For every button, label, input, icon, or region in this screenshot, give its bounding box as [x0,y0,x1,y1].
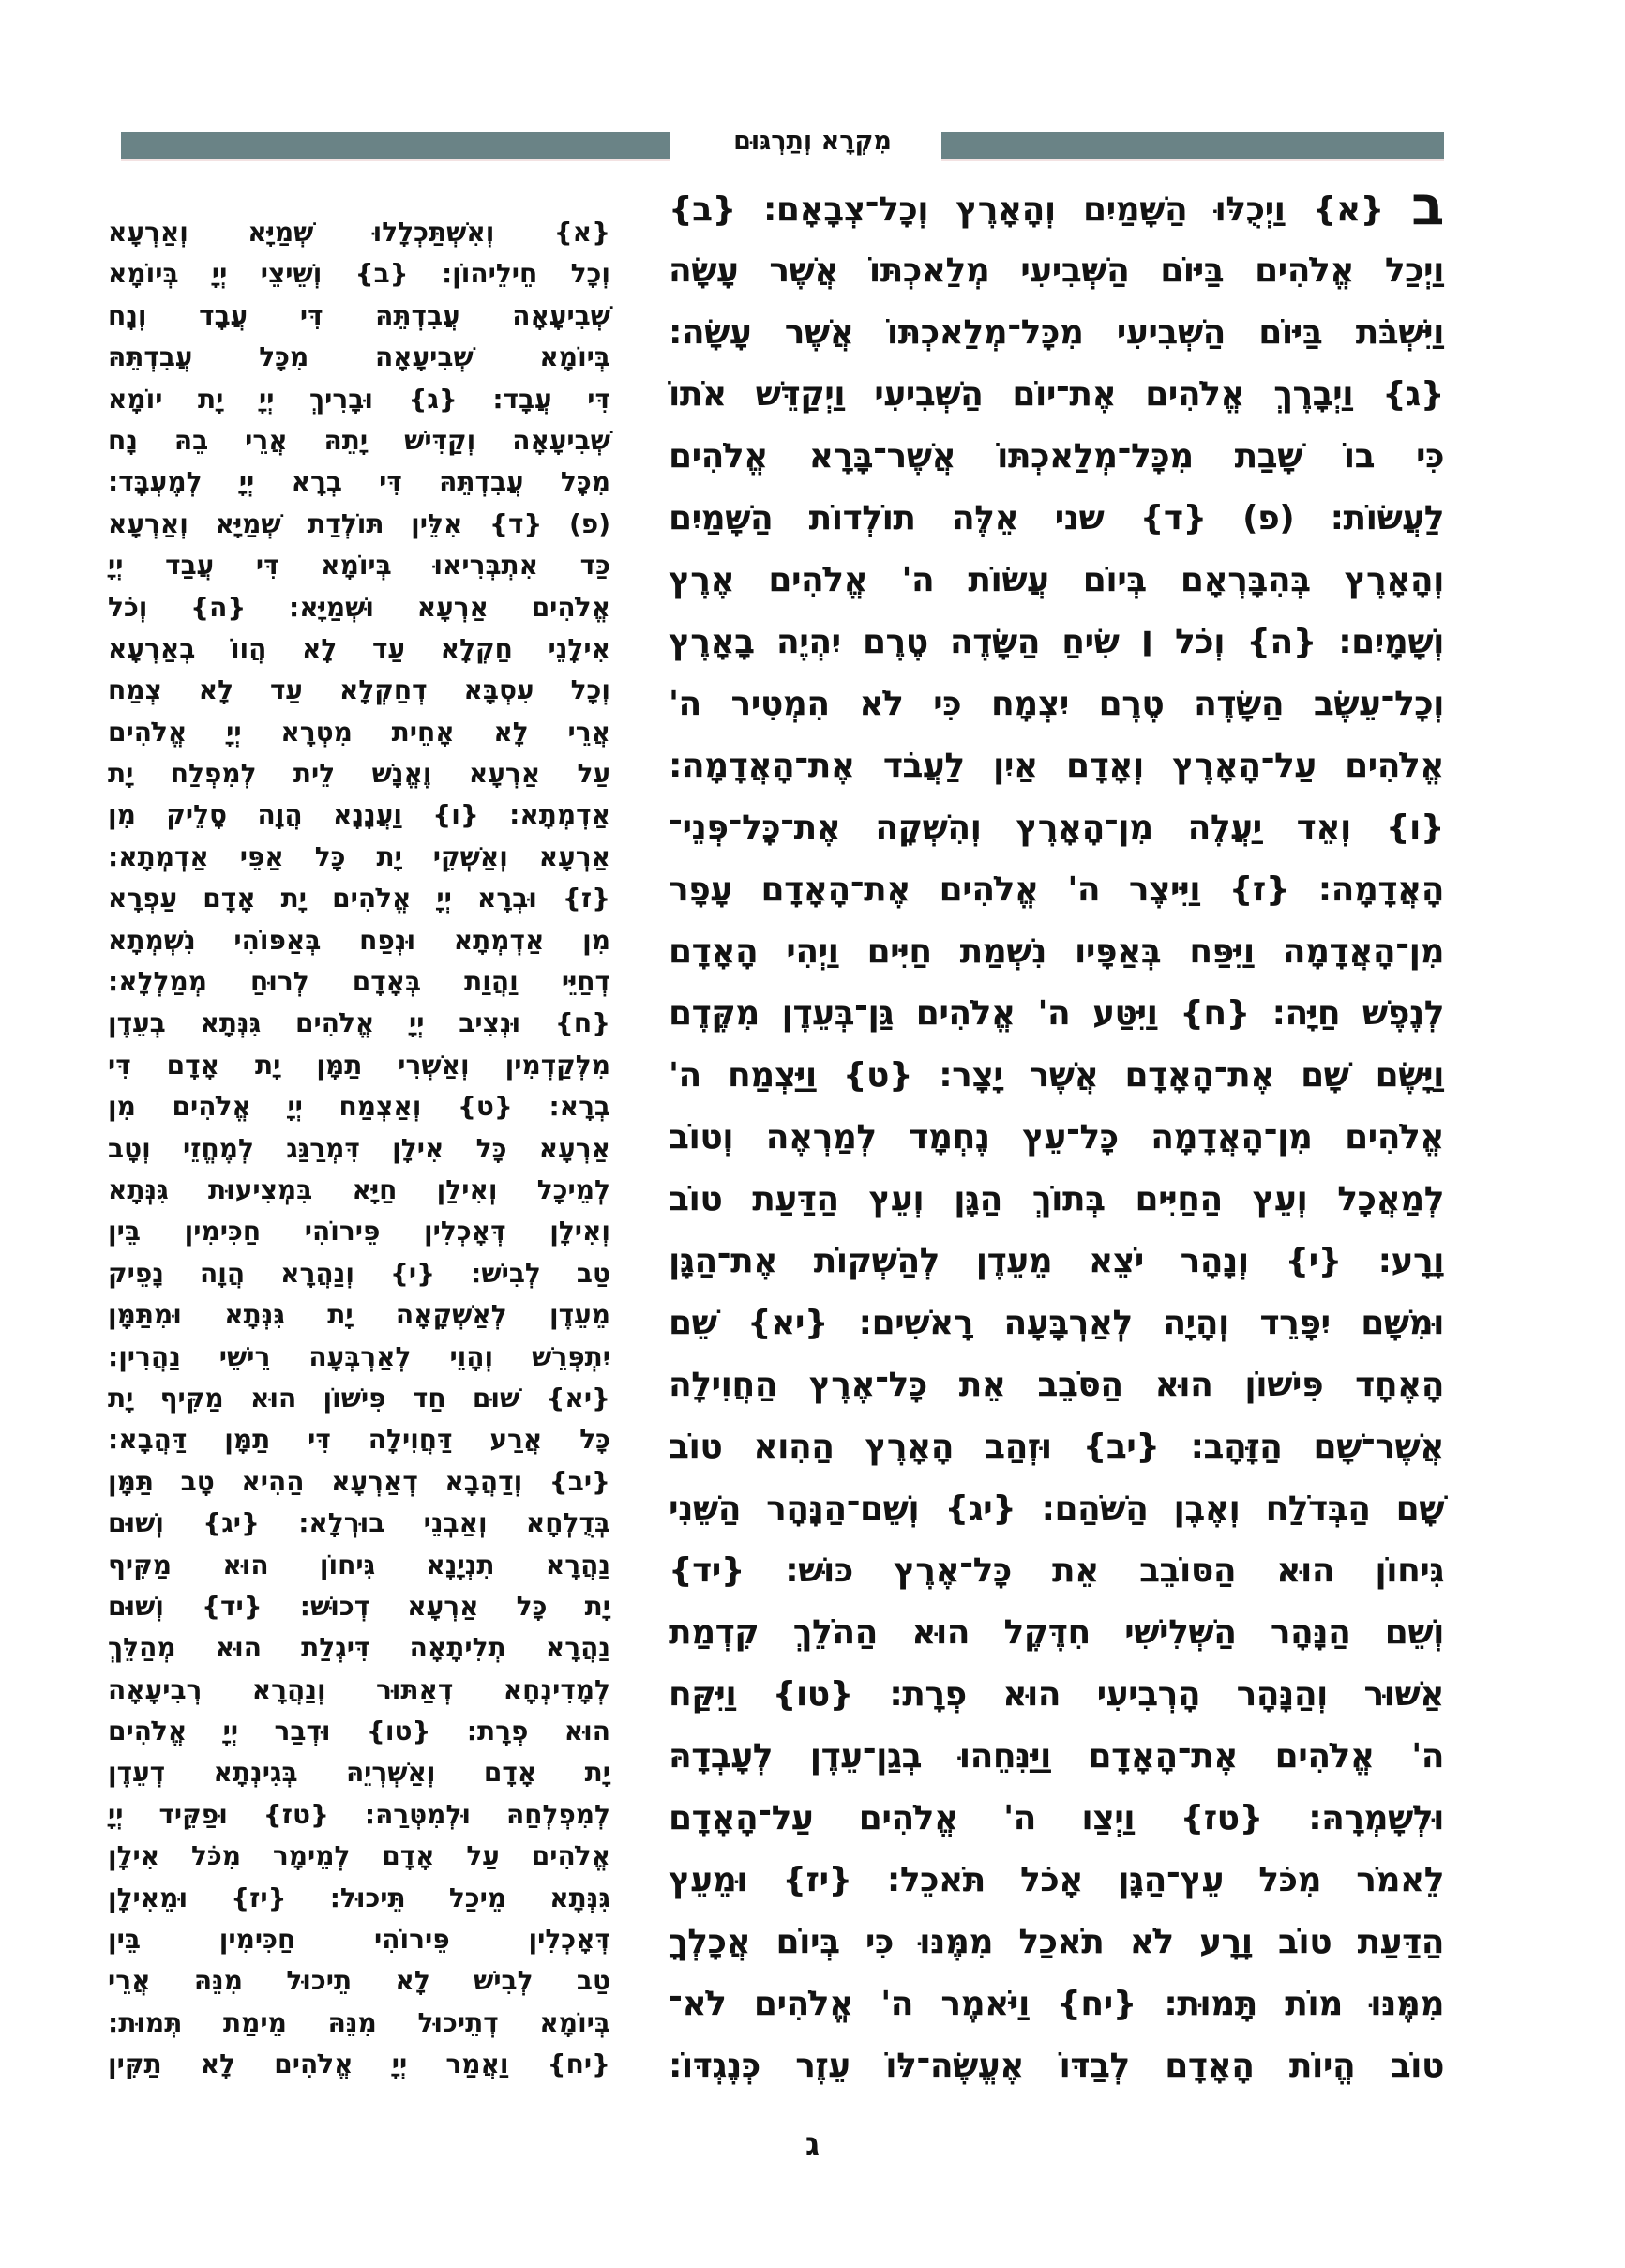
targum-line: אִילָנֵי חַקְלָא עַד לָא הֲווֹ בְאַרְעָא [108,632,610,664]
targum-line: דְּאָכְלִין פֵּירוֹהִי חַכִּימִין בֵּין [108,1924,610,1956]
targum-line: אַדְמְתָא: {ו} וַעֲנָנָא הֲוָה סָלֵיק מִן [108,799,610,831]
targum-line: לְמָדִינְחָא דְאַתּוּר וְנַהֲרָא רְבִיעָאָה [108,1673,610,1705]
mikra-line: וְשֵׁם הַנָּהָר הַשְּׁלִישִׁי חִדֶּקֶל הוּא הַהֹלֵךְ קִדְמַת [669,1613,1444,1652]
mikra-line: לְמַאֲכָל וְעֵץ הַחַיִּים בְּתוֹךְ הַגָּן וְעֵץ הַדַּעַת טוֹב [669,1180,1444,1218]
targum-line: {ח} וּנְצִיב יְיָ אֱלֹהִים גִּנְּתָא בְעֵדֶן [108,1007,610,1039]
page-number: ג [805,2125,820,2163]
targum-line: שְׁבִיעָאָה עֲבִדְתֵּהּ דִּי עֲבָד וְנָח [108,299,610,331]
targum-line: לְמִפְלְחַהּ וּלְמִטְּרַהּ: {טז} וּפַקֵּיד יְיָ [108,1798,610,1830]
chapter-letter: ב [1411,174,1444,237]
targum-line: וְאִילָן דְּאָכְלִין פֵּירוֹהִי חַכִּימִין בֵּין [108,1216,610,1247]
mikra-line: אֲשֶׁר־שָׁם הַזָּהָב: {יב} וּזְהַב הָאָרֶץ הַהִוא טוֹב [669,1428,1444,1466]
targum-line: דִּי עֲבָד: {ג} וּבָרִיךְ יְיָ יָת יוֹמָא [108,383,610,415]
targum-line: {א} וְאִשְׁתַּכְלָלוּ שְׁמַיָּא וְאַרְעָא [108,217,610,248]
targum-line: מִכָּל עֲבִדְתֵּהּ דִּי בְרָא יְיָ לְמֶעְבָּד: [108,466,610,498]
targum-line: נַהֲרָא תְלִיתָאָה דִּיגְלַת הוּא מְהַלֵּךְ [108,1632,610,1664]
targum-line: גִּנְּתָא מֵיכַל תֵּיכוּל: {יז} וּמֵאִילָן [108,1882,610,1913]
targum-line: {יח} וַאֲמַר יְיָ אֱלֹהִים לָא תַקִּין [108,2049,610,2080]
targum-line: אֲרֵי לָא אָחֵית מִטְרָא יְיָ אֱלֹהִים [108,716,610,748]
mikra-line: {א} וַיְכֻלּוּ הַשָּׁמַיִם וְהָאָרֶץ וְכָל־צְבָאָם: {ב} [669,190,1384,229]
targum-line: יִתְפְּרֵשׁ וְהָוֵי לְאַרְבְּעָה רֵישֵׁי נַהֲרִין: [108,1340,610,1372]
targum-line: מֵעֵדֶן לְאַשְׁקָאָה יָת גִּנְּתָא וּמִתַּמָּן [108,1299,610,1331]
targum-line: וְכָל חֵילֵיהוֹן: {ב} וְשֵׁיצֵי יְיָ בְּיוֹמָא [108,258,610,290]
targum-line: אַרְעָא וְאַשְׁקֵי יָת כָּל אַפֵּי אַדְמְתָא: [108,840,610,872]
mikra-line: כִּי בוֹ שָׁבַת מִכָּל־מְלַאכְתּוֹ אֲשֶׁר־בָּרָא אֱלֹהִים [669,437,1444,476]
targum-line: מִלְּקַדְמִין וְאַשְׁרִי תַמָּן יָת אָדָם דִּי [108,1049,610,1081]
targum-line: מִן אַדְמְתָא וּנְפַח בְּאַפּוֹהִי נִשְׁמְתָא [108,924,610,956]
targum-line: בְּיוֹמָא שְׁבִיעָאָה מִכָּל עֲבִדְתֵּהּ [108,341,610,373]
mikra-line: וַיִּשְׁבֹּת בַּיּוֹם הַשְּׁבִיעִי מִכָּל־מְלַאכְתּוֹ אֲשֶׁר עָשָׂה: [669,313,1444,352]
targum-line: (פ) {ד} אִלֵּין תּוֹלְדַת שְׁמַיָּא וְאַרְעָא [108,507,610,539]
mikra-line: הָאֶחָד פִּישׁוֹן הוּא הַסֹּבֵב אֵת כָּל־אֶרֶץ הַחֲוִילָה [669,1366,1444,1404]
mikra-line: וּמִשָּׁם יִפָּרֵד וְהָיָה לְאַרְבָּעָה רָאשִׁים: {יא} שֵׁם [669,1304,1444,1342]
mikra-line: וְשָׁמָיִם: {ה} וְכֹל ׀ שִׂיחַ הַשָּׂדֶה טֶרֶם יִהְיֶה בָאָרֶץ [669,623,1444,661]
mikra-line-first [669,174,1444,240]
targum-line: יָת כָּל אַרְעָא דְכוּשׁ: {יד} וְשׁוּם [108,1590,610,1622]
mikra-line: לְנֶפֶשׁ חַיָּה: {ח} וַיִּטַּע ה' אֱלֹהִים גַּן־בְּעֵדֶן מִקֶּדֶם [669,994,1444,1033]
mikra-line: וּלְשָׁמְרָהּ: {טז} וַיְצַו ה' אֱלֹהִים עַל־הָאָדָם [669,1799,1444,1837]
mikra-line: {ו} וְאֵד יַעֲלֶה מִן־הָאָרֶץ וְהִשְׁקָה אֶת־כָּל־פְּנֵי־ [669,809,1444,847]
mikra-line: וַיָּשֶׂם שָׁם אֶת־הָאָדָם אֲשֶׁר יָצָר: {ט} וַיַּצְמַח ה' [669,1056,1444,1095]
targum-line: כָּל אֲרַע דַּחֲוִילָה דִּי תַמָּן דַּהֲבָא: [108,1424,610,1456]
mikra-line: לֵאמֹר מִכֹּל עֵץ־הַגָּן אָכֹל תֹּאכֵל: {יז} וּמֵעֵץ [669,1861,1444,1899]
targum-line: וְכָל עִסְבָּא דְחַקְלָא עַד לָא צְמַח [108,674,610,706]
page-header-title: מִקְרָא וְתַרְגּוּם [733,127,892,156]
mikra-line: ה' אֱלֹהִים אֶת־הָאָדָם וַיַּנִּחֵהוּ בְגַן־עֵדֶן לְעָבְדָהּ [669,1737,1444,1776]
targum-line: לְמֵיכָל וְאִילַן חַיָּא בִּמְצִיעוּת גִּנְּתָא [108,1173,610,1205]
mikra-line: גִּיחוֹן הוּא הַסּוֹבֵב אֵת כָּל־אֶרֶץ כּוּשׁ: {יד} [669,1551,1444,1590]
mikra-line: אֱלֹהִים עַל־הָאָרֶץ וְאָדָם אַיִן לַעֲבֹד אֶת־הָאֲדָמָה: [669,747,1444,785]
mikra-line: הָאֲדָמָה: {ז} וַיִּיצֶר ה' אֱלֹהִים אֶת־הָאָדָם עָפָר [669,870,1444,909]
targum-line: {יב} וְדַהֲבָא דְאַרְעָא הַהִיא טָב תַּמָּן [108,1465,610,1497]
mikra-line: שָׁם הַבְּדֹלַח וְאֶבֶן הַשֹּׁהַם: {יג} וְשֵׁם־הַנָּהָר הַשֵּׁנִי [669,1489,1444,1528]
targum-line: אֱלֹהִים אַרְעָא וּשְׁמַיָּא: {ה} וְכֹל [108,591,610,623]
mikra-line: טוֹב הֱיוֹת הָאָדָם לְבַדּוֹ אֶעֱשֶׂה־לּוֹ עֵזֶר כְּנֶגְדּוֹ: [669,2047,1444,2085]
targum-column [108,212,610,2086]
mikra-line: מִן־הָאֲדָמָה וַיִּפַּח בְּאַפָּיו נִשְׁמַת חַיִּים וַיְהִי הָאָדָם [669,932,1444,971]
mikra-line: אֱלֹהִים מִן־הָאֲדָמָה כָּל־עֵץ נֶחְמָד לְמַרְאֶה וְטוֹב [669,1118,1444,1157]
mikra-line: לַעֲשׂוֹת: (פ) {ד} שני אֵלֶּה תוֹלְדוֹת הַשָּׁמַיִם [669,499,1444,537]
targum-line: {ז} וּבְרָא יְיָ אֱלֹהִים יָת אָדָם עַפְרָא [108,883,610,915]
targum-line: עַל אַרְעָא וֶאֱנָשׁ לֵית לְמִפְלַח יָת [108,758,610,790]
mikra-line: וָרָע: {י} וְנָהָר יֹצֵא מֵעֵדֶן לְהַשְׁקוֹת אֶת־הַגָּן [669,1242,1444,1280]
targum-line: יָת אָדָם וְאַשְׁרְיֵהּ בְּגִינְתָא דְעֵדֶן [108,1757,610,1789]
targum-line: טַב לְבִישׁ: {י} וְנַהֲרָא הֲוָה נָפֵיק [108,1257,610,1289]
mikra-line: הַדַּעַת טוֹב וָרָע לֹא תֹאכַל מִמֶּנּוּ כִּי בְּיוֹם אֲכָלְךָ [669,1923,1444,1961]
mikra-line: וְהָאָרֶץ בְּהִבָּרְאָם בְּיוֹם עֲשׂוֹת ה' אֱלֹהִים אֶרֶץ [669,561,1444,599]
targum-line: דְחַיֵּי וַהֲוַת בְּאָדָם לְרוּחַ מְמַלְלָא: [108,966,610,998]
targum-line: בְרָא: {ט} וְאַצְמַח יְיָ אֱלֹהִים מִן [108,1091,610,1123]
mikra-line: וַיְכַל אֱלֹהִים בַּיּוֹם הַשְּׁבִיעִי מְלַאכְתּוֹ אֲשֶׁר עָשָׂה [669,251,1444,290]
targum-line: בְּדֻלְחָא וְאַבְנֵי בוּרְלָא: {יג} וְשׁוּם [108,1507,610,1539]
targum-line: הוּא פְרָת: {טו} וּדְבַר יְיָ אֱלֹהִים [108,1716,610,1747]
targum-line: אַרְעָא כָּל אִילָן דִּמְרַגַּג לְמֶחֱזֵי וְטָב [108,1132,610,1164]
mikra-line: {ג} וַיְבָרֶךְ אֱלֹהִים אֶת־יוֹם הַשְּׁבִיעִי וַיְקַדֵּשׁ אֹתוֹ [669,375,1444,414]
targum-line: {יא} שׁוּם חַד פִּישׁוֹן הוּא מַקִּיף יָת [108,1382,610,1414]
targum-line: אֱלֹהִים עַל אָדָם לְמֵימָר מִכֹּל אִילָן [108,1840,610,1872]
targum-line: נַהֲרָא תִנְיָנָא גִּיחוֹן הוּא מַקִּיף [108,1549,610,1580]
mikra-column [669,174,1444,2097]
header-rule-right [941,132,1444,159]
targum-line: שְׁבִיעָאָה וְקַדִּישׁ יָתֵהּ אֲרֵי בֵהּ נָח [108,424,610,456]
targum-line: כַּד אִתְבְּרִיאוּ בְּיוֹמָא דִּי עֲבַד יְיָ [108,550,610,582]
mikra-line: מִמֶּנּוּ מוֹת תָּמוּת: {יח} וַיֹּאמֶר ה' אֱלֹהִים לֹא־ [669,1985,1444,2023]
mikra-line: וְכָל־עֵשֶׂב הַשָּׂדֶה טֶרֶם יִצְמָח כִּי לֹא הִמְטִיר ה' [669,685,1444,723]
targum-line: טַב לְבִישׁ לָא תֵיכוּל מִנֵּהּ אֲרֵי [108,1965,610,1997]
targum-line: בְּיוֹמָא דְתֵיכוּל מִנֵּהּ מֵימַת תְּמוּת: [108,2006,610,2038]
mikra-line: אַשּׁוּר וְהַנָּהָר הָרְבִיעִי הוּא פְרָת: {טו} וַיִּקַּח [669,1675,1444,1714]
